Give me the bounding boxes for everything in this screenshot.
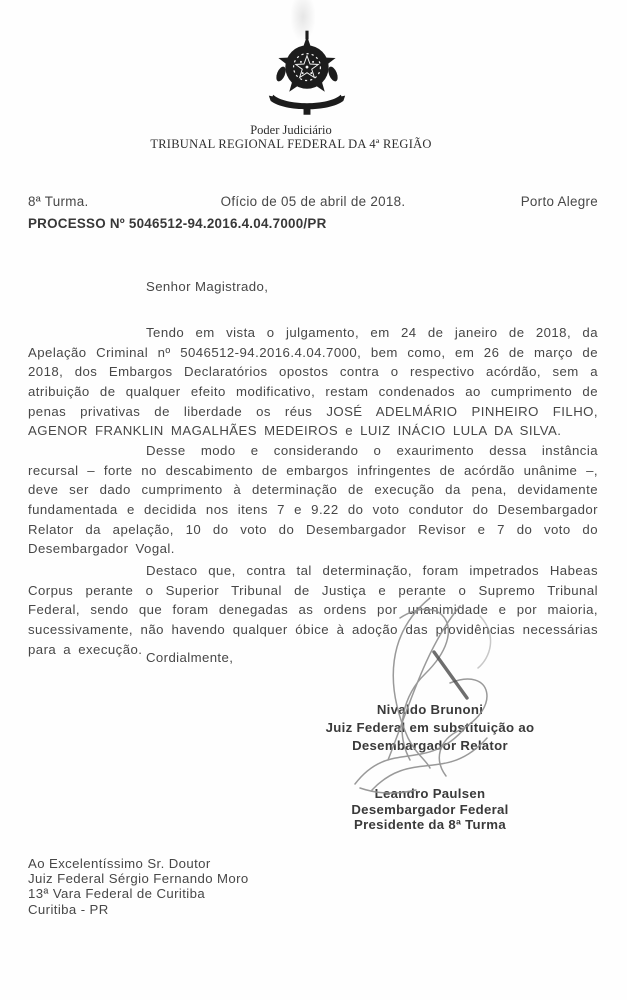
letterhead-court: TRIBUNAL REGIONAL FEDERAL DA 4ª REGIÃO <box>150 137 432 151</box>
letter-paragraph-1: Tendo em vista o julgamento, em 24 de janeiro de 2018, da Apelação Criminal nº 5046512-94.2016.4.04.7000, bem como, em 26 de março de 2018, dos Embargos Declaratórios opostos contra o respectivo acórdão, sem a atribuição de qualquer efeito modificativo, restam condenados ao cumprimento de penas privativas de liberdade os réus JOSÉ ADELMÁRIO PINHEIRO FILHO, AGENOR FRANKLIN MAGALHÃES MEDEIROS e LUIZ INÁCIO LULA DA SILVA. <box>28 325 598 439</box>
signer-role: Juiz Federal em substituição ao <box>325 720 535 735</box>
case-number: PROCESSO Nº 5046512-94.2016.4.04.7000/PR <box>28 216 327 231</box>
letter-paragraph-2: Desse modo e considerando o exaurimento dessa instância recursal – forte no descabimento de embargos infringentes de acórdão unânime –, deve ser dado cumprimento à determinação de execução da pena, devidamente fundamentada e decidida nos itens 7 e 9.22 do voto condutor do Desembargador Relator da apelação, 10 do voto do Desembargador Revisor e 7 do voto do Desembargador Vogal. <box>28 443 598 557</box>
closing-salutation: Cordialmente, <box>146 650 234 665</box>
addressee-block <box>28 856 249 917</box>
city-label: Porto Alegre <box>520 194 598 209</box>
signer-role: Desembargador Relator <box>352 738 508 753</box>
signer-role: Presidente da 8ª Turma <box>354 817 506 833</box>
office-date: Ofício de 05 de abril de 2018. <box>220 194 406 209</box>
addressee-line: Curitiba - PR <box>28 901 109 917</box>
signer-role: Desembargador Federal <box>351 801 509 817</box>
letterhead-branch: Poder Judiciário <box>250 123 332 137</box>
addressee-line: Ao Excelentíssimo Sr. Doutor <box>28 856 211 871</box>
meta-row <box>28 194 598 209</box>
addressee-line: Juiz Federal Sérgio Fernando Moro <box>28 871 249 887</box>
chamber-label: 8ª Turma. <box>28 194 89 209</box>
brazil-coat-of-arms-icon <box>268 28 346 120</box>
signer-name: Nivaldo Brunoni <box>376 702 484 717</box>
salutation: Senhor Magistrado, <box>146 279 269 294</box>
letterhead <box>0 123 582 152</box>
addressee-line: 13ª Vara Federal de Curitiba <box>28 886 206 902</box>
signature-block-presidente <box>265 786 595 833</box>
signature-block-relator <box>265 701 595 755</box>
letter-paragraph-3: Destaco que, contra tal determinação, foram impetrados Habeas Corpus perante o Superior Tribunal de Justiça e perante o Supremo Tribunal Federal, sendo que foram denegadas as ordens por unanimidade e por maioria, sucessivamente, não havendo qualquer óbice à adoção das providências necessárias para a execução. <box>28 563 598 657</box>
signer-name: Leandro Paulsen <box>374 786 486 801</box>
